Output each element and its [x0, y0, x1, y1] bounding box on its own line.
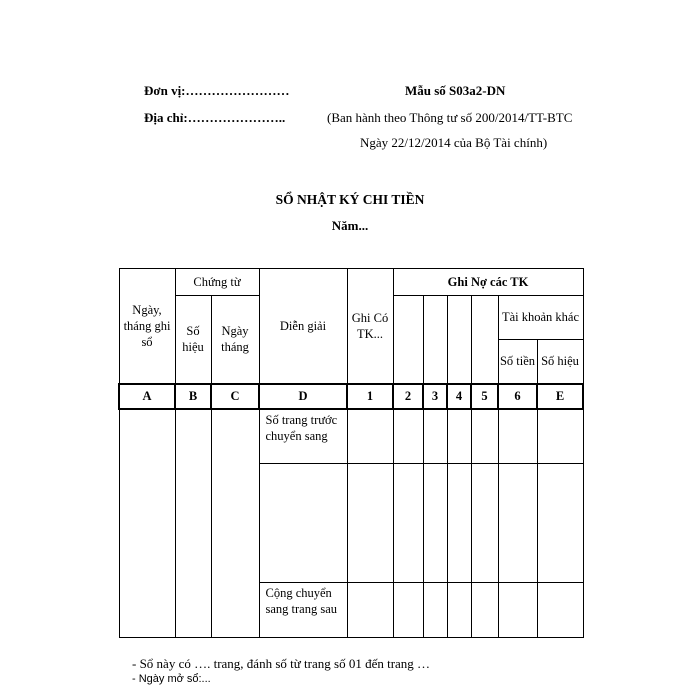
- code-cell: C: [211, 384, 259, 409]
- carry-over-label: Cộng chuyển sang trang sau: [259, 582, 347, 637]
- debit-col-2-header: [393, 296, 423, 384]
- table-cell: [447, 464, 471, 582]
- table-cell: [393, 582, 423, 637]
- form-number: Mẫu số S03a2-DN: [405, 83, 506, 98]
- debit-col-4-header: [447, 296, 471, 384]
- page-title: SỔ NHẬT KÝ CHI TIỀN: [275, 192, 425, 207]
- code-cell: 4: [447, 384, 471, 409]
- table-cell: [537, 464, 583, 582]
- header-voucher-number: Số hiệu: [175, 296, 211, 384]
- open-date-note: - Ngày mở sổ:...: [132, 673, 211, 685]
- issued-by: (Ban hành theo Thông tư số 200/2014/TT-BTC: [327, 110, 573, 125]
- header-other-account: Tài khoản khác: [498, 296, 583, 340]
- header-account-number: Số hiệu: [537, 340, 583, 384]
- body-cell-voucher-number: [175, 409, 211, 638]
- body-cell-voucher-date: [211, 409, 259, 638]
- table-cell: [498, 582, 537, 637]
- header-debit: Ghi Nợ các TK: [393, 269, 583, 296]
- code-cell: D: [259, 384, 347, 409]
- table-cell: [347, 582, 393, 637]
- header-voucher-date: Ngày tháng: [211, 296, 259, 384]
- table-cell: [393, 464, 423, 582]
- code-cell: 1: [347, 384, 393, 409]
- table-cell: [498, 464, 537, 582]
- header-amount: Số tiền: [498, 340, 537, 384]
- code-cell: 3: [423, 384, 447, 409]
- unit-label: Đơn vị:……………………: [144, 83, 290, 98]
- header-date: Ngày, tháng ghi sổ: [119, 269, 175, 384]
- body-cell-date: [119, 409, 175, 638]
- table-cell: [537, 582, 583, 637]
- ledger-table: [118, 268, 584, 638]
- table-cell: [259, 464, 347, 582]
- debit-col-3-header: [423, 296, 447, 384]
- table-cell: [423, 464, 447, 582]
- table-cell: [537, 409, 583, 464]
- table-cell: [471, 464, 498, 582]
- code-cell: E: [537, 384, 583, 409]
- table-cell: [423, 582, 447, 637]
- table-cell: [471, 409, 498, 464]
- code-cell: 5: [471, 384, 498, 409]
- table-cell: [347, 409, 393, 464]
- table-cell: [447, 582, 471, 637]
- address-label: Địa chỉ:…………………..: [144, 110, 286, 125]
- table-cell: [393, 409, 423, 464]
- table-cell: [347, 464, 393, 582]
- code-cell: 2: [393, 384, 423, 409]
- issued-date: Ngày 22/12/2014 của Bộ Tài chính): [360, 135, 548, 150]
- year-label: Năm...: [331, 218, 369, 233]
- table-cell: [498, 409, 537, 464]
- header-credit: Ghi Có TK...: [347, 269, 393, 384]
- debit-col-5-header: [471, 296, 498, 384]
- page-count-note: - Sổ này có …. trang, đánh số từ trang số 01 đến trang …: [132, 656, 431, 671]
- code-cell: A: [119, 384, 175, 409]
- table-cell: [447, 409, 471, 464]
- table-cell: [423, 409, 447, 464]
- header-voucher: Chứng từ: [175, 269, 259, 296]
- code-cell: B: [175, 384, 211, 409]
- carry-forward-label: Số trang trước chuyển sang: [259, 409, 347, 464]
- header-description: Diễn giải: [259, 269, 347, 384]
- code-cell: 6: [498, 384, 537, 409]
- table-cell: [471, 582, 498, 637]
